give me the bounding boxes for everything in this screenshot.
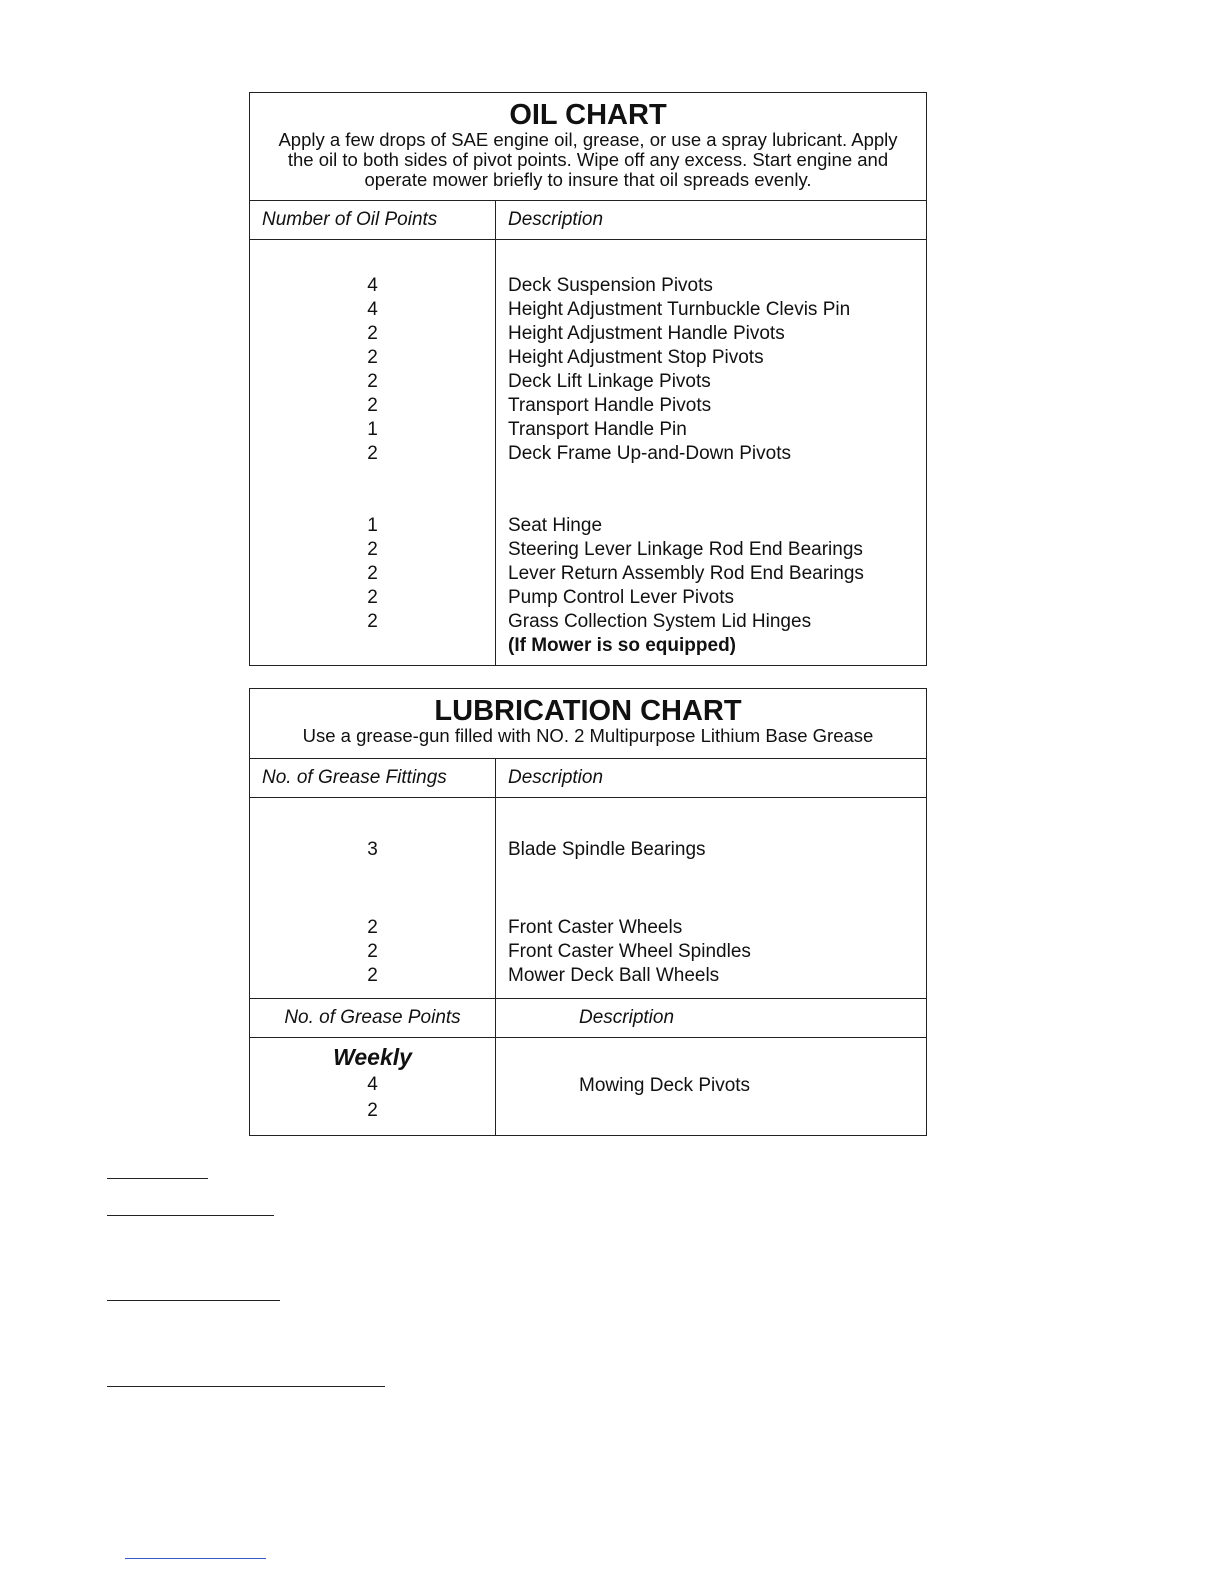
grease-count: 2 [367, 917, 378, 938]
oil-count: 2 [367, 371, 378, 392]
weekly-section [250, 1037, 926, 1135]
grease-description: Blade Spindle Bearings [508, 839, 706, 860]
weekly-label: Weekly [333, 1044, 412, 1070]
blank-rule [107, 1215, 274, 1216]
lube-chart-body [250, 797, 926, 998]
lubrication-chart-intro: Use a grease-gun filled with NO. 2 Multipurpose Lithium Base Grease [302, 725, 874, 746]
oil-count: 2 [367, 395, 378, 416]
oil-description: Deck Suspension Pivots [508, 275, 713, 296]
grease-description: Mower Deck Ball Wheels [508, 965, 720, 986]
oil-description: Height Adjustment Turnbuckle Clevis Pin [508, 299, 851, 320]
oil-description: Seat Hinge [508, 515, 603, 536]
oil-chart-body [250, 239, 926, 665]
oil-count: 4 [367, 299, 378, 320]
oil-description: Lever Return Assembly Rod End Bearings [508, 563, 864, 584]
grease-fittings-header: No. of Grease Fittings [250, 759, 496, 797]
oil-description: Transport Handle Pivots [508, 395, 712, 416]
oil-description: Height Adjustment Stop Pivots [508, 347, 764, 368]
grease-points-header: No. of Grease Points [250, 999, 496, 1037]
lubrication-chart-title: LUBRICATION CHART [434, 695, 742, 727]
weekly-count: 4 [367, 1074, 378, 1095]
oil-description: Height Adjustment Handle Pivots [508, 323, 785, 344]
grease-count: 2 [367, 965, 378, 986]
oil-chart [249, 92, 927, 666]
oil-count: 4 [367, 275, 378, 296]
grease-description: Front Caster Wheels [508, 917, 683, 938]
blank-rule [107, 1300, 280, 1301]
oil-chart-intro: Apply a few drops of SAE engine oil, grease, or use a spray lubricant. Apply the oil to both sides of pivot points. Wipe off any excess. Start engine and operate mower briefly to insure that oil spreads evenly. [278, 129, 898, 190]
oil-count-header: Number of Oil Points [250, 201, 496, 239]
oil-count: 2 [367, 323, 378, 344]
oil-description: Deck Frame Up-and-Down Pivots [508, 443, 791, 464]
oil-count: 2 [367, 587, 378, 608]
blank-rule [107, 1386, 385, 1387]
oil-count: 2 [367, 611, 378, 632]
oil-chart-title: OIL CHART [509, 99, 667, 131]
grease-points-header-row [250, 998, 926, 1037]
oil-description: Pump Control Lever Pivots [508, 587, 734, 608]
oil-description-header: Description [508, 209, 604, 230]
oil-count: 1 [367, 515, 378, 536]
oil-count: 2 [367, 539, 378, 560]
oil-count: 1 [367, 419, 378, 440]
oil-chart-header-row [250, 200, 926, 239]
blank-rule [125, 1558, 266, 1559]
lube-description-header: Description [508, 767, 604, 788]
weekly-count: 2 [367, 1100, 378, 1121]
oil-description: Grass Collection System Lid Hinges [508, 611, 812, 632]
weekly-description: Mowing Deck Pivots [579, 1075, 751, 1096]
grease-points-description-header: Description [579, 1007, 675, 1028]
grease-count: 3 [367, 839, 378, 860]
equipment-note: (If Mower is so equipped) [508, 635, 737, 656]
oil-description: Transport Handle Pin [508, 419, 687, 440]
lubrication-chart [249, 688, 927, 1136]
oil-description: Deck Lift Linkage Pivots [508, 371, 711, 392]
oil-count: 2 [367, 563, 378, 584]
oil-description: Steering Lever Linkage Rod End Bearings [508, 539, 863, 560]
lube-chart-header-row [250, 758, 926, 797]
grease-description: Front Caster Wheel Spindles [508, 941, 751, 962]
blank-rule [107, 1178, 208, 1179]
grease-count: 2 [367, 941, 378, 962]
oil-count: 2 [367, 347, 378, 368]
oil-count: 2 [367, 443, 378, 464]
